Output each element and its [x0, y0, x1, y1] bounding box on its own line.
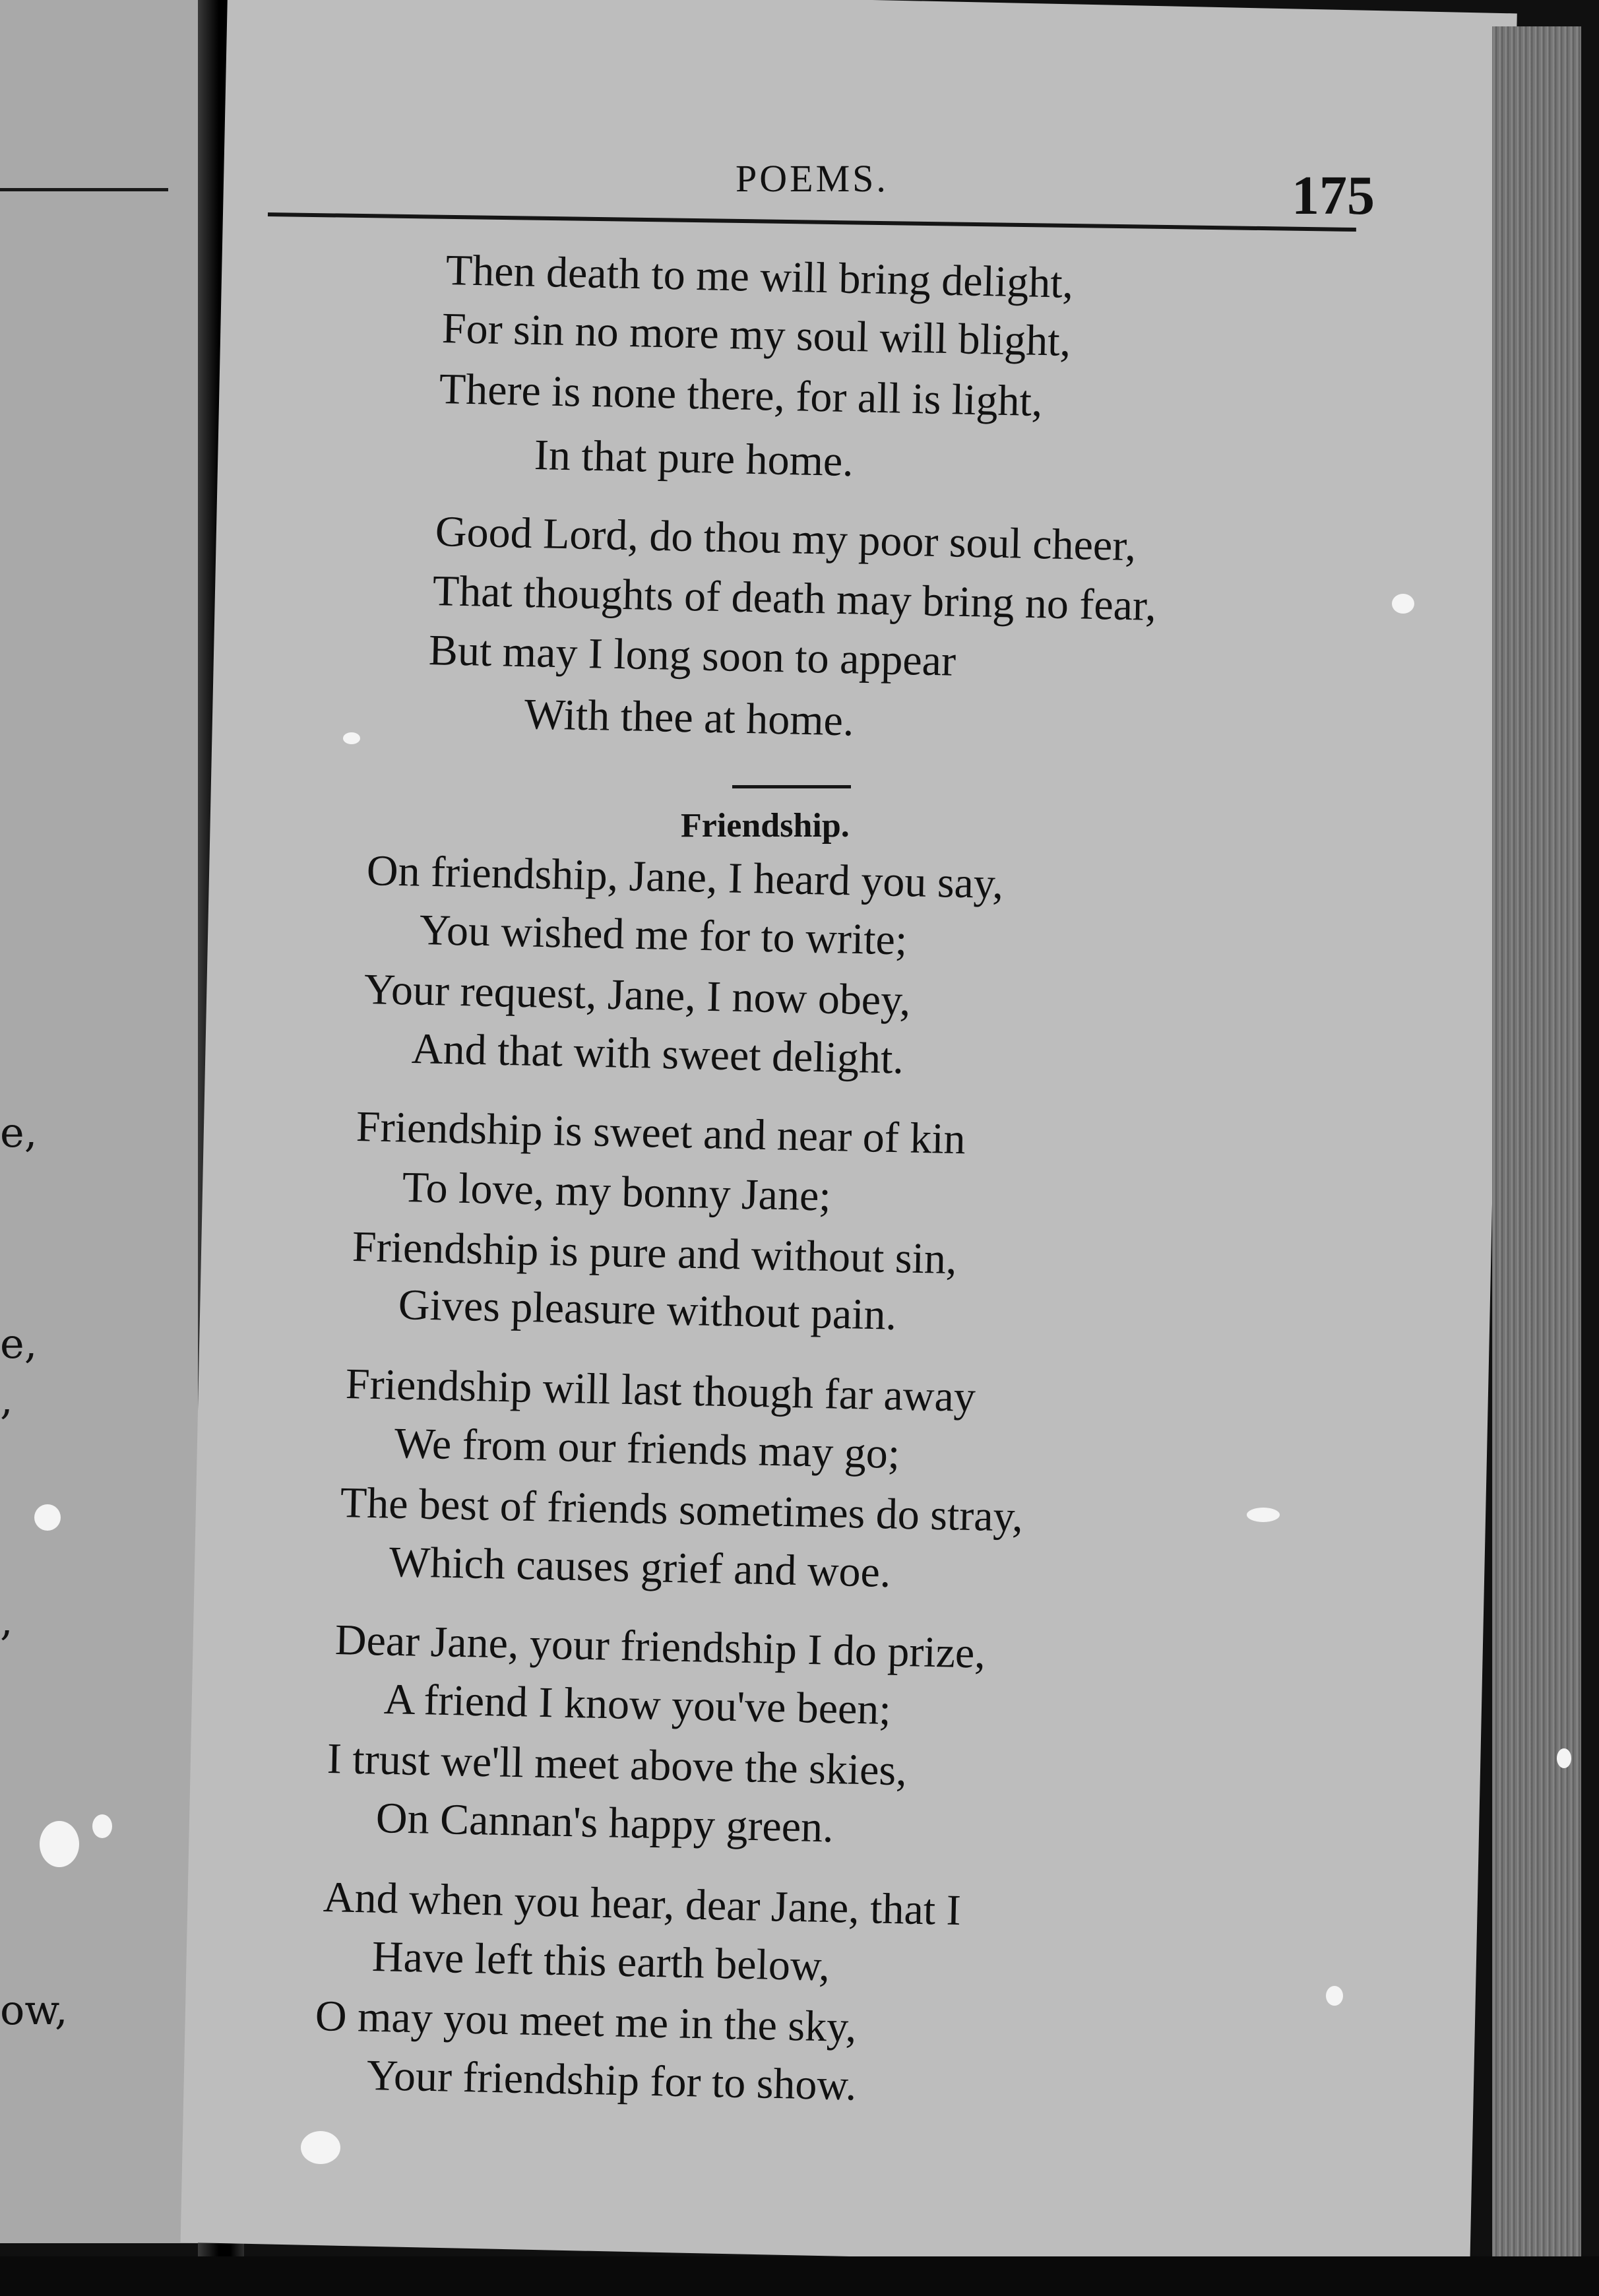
poem-line: There is none there, for all is light,	[439, 365, 1044, 426]
dust-speck	[92, 1814, 112, 1838]
poem-line: And that with sweet delight.	[411, 1025, 904, 1083]
poem-line: On friendship, Jane, I heard you say,	[366, 846, 1004, 909]
poem-line: And when you hear, dear Jane, that I	[323, 1873, 962, 1935]
poem-line: A friend I know you've been;	[383, 1675, 892, 1735]
left-page-fragment: e,	[0, 1108, 38, 1157]
page-edges	[1492, 26, 1581, 2283]
poem-line: O may you meet me in the sky,	[315, 1992, 858, 2052]
poem-line: Your request, Jane, I now obey,	[363, 965, 912, 1025]
left-page-fragment: ,	[0, 1376, 13, 1424]
left-page-fragment: e,	[0, 1320, 38, 1368]
poem-line: I trust we'll meet above the skies,	[327, 1735, 908, 1795]
left-page-fragment: ow,	[0, 1986, 68, 2034]
poem-line: Friendship is sweet and near of kin	[356, 1102, 966, 1164]
poem-line: Friendship is pure and without sin,	[352, 1223, 958, 1284]
dust-speck	[1326, 1986, 1343, 2006]
poem-line: Good Lord, do thou my poor soul cheer,	[435, 507, 1137, 571]
left-page-fragment: ,	[0, 1597, 13, 1645]
poem-line: We from our friends may go;	[394, 1419, 900, 1479]
poem-line: With thee at home.	[524, 690, 855, 746]
facing-left-page	[0, 0, 198, 2243]
poem-line: Friendship will last though far away	[345, 1360, 976, 1421]
poem-line: You wished me for to write;	[419, 906, 908, 965]
poem-line: Your friendship for to show.	[366, 2051, 858, 2110]
page-number: 175	[1292, 165, 1375, 226]
dust-speck	[1247, 1508, 1280, 1522]
poem-line: To love, my bonny Jane;	[402, 1163, 832, 1221]
poem-line: For sin no more my soul will blight,	[441, 304, 1071, 366]
poem-line: In that pure home.	[534, 431, 854, 486]
poem-line: Which causes grief and woe.	[389, 1538, 892, 1597]
dust-speck	[1557, 1748, 1571, 1768]
poem-line: The best of friends sometimes do stray,	[340, 1479, 1024, 1541]
dust-speck	[1392, 594, 1414, 614]
dust-speck	[301, 2131, 340, 2164]
poem-line: Dear Jane, your friendship I do prize,	[334, 1616, 986, 1678]
poem-line: Gives pleasure without pain.	[398, 1281, 897, 1339]
poem-line: Then death to me will bring delight,	[445, 246, 1074, 307]
poem-line: But may I long soon to appear	[428, 626, 956, 686]
running-title: POEMS.	[736, 157, 889, 200]
poem-line: On Cannan's happy green.	[375, 1794, 834, 1852]
dust-speck	[34, 1504, 61, 1531]
poem-line: That thoughts of death may bring no fear,	[432, 567, 1157, 630]
left-page-header-rule	[0, 188, 168, 191]
dust-speck	[40, 1821, 79, 1867]
section-divider	[732, 785, 851, 788]
poem-line: Have left this earth below,	[371, 1932, 831, 1991]
dust-speck	[343, 732, 360, 744]
scan-bottom-border	[0, 2256, 1599, 2296]
poem-title: Friendship.	[681, 807, 850, 845]
